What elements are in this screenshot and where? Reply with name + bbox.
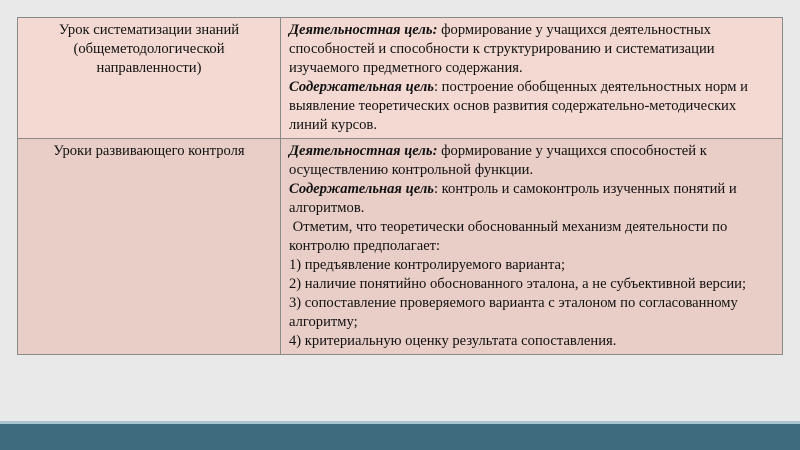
control-item: 2) наличие понятийно обоснованного эталона, а не субъективной версии; xyxy=(289,276,746,292)
control-item: 4) критериальную оценку результата сопоставления. xyxy=(289,333,617,349)
activity-goal-label: Деятельностная цель: xyxy=(289,22,438,38)
activity-goal-label: Деятельностная цель: xyxy=(289,143,438,159)
table-row xyxy=(18,139,783,355)
lesson-type-line: Урок систематизации знаний xyxy=(58,22,240,38)
activity-goal-text: формирование у учащихся деятельностных способностей и способности к структурированию и систематизации изучаемого предметного содержания. xyxy=(289,22,715,76)
lesson-goals-cell xyxy=(281,18,783,139)
lesson-type-line: Уроки развивающего контроля xyxy=(53,143,245,159)
activity-goal xyxy=(289,21,774,78)
lesson-goals-cell xyxy=(281,139,783,355)
content-goal-label: Содержательная цель xyxy=(289,181,434,197)
activity-goal xyxy=(289,142,774,180)
content-goal-text: : построение обобщенных деятельностных норм и выявление теоретических основ развития содержательно-методических линий курсов. xyxy=(289,79,748,133)
lesson-type-cell xyxy=(18,139,281,355)
lesson-type-cell xyxy=(18,18,281,139)
activity-goal-text: формирование у учащихся способностей к осуществлению контрольной функции. xyxy=(289,143,707,178)
content-goal-text: : контроль и самоконтроль изученных понятий и алгоритмов. xyxy=(289,181,737,216)
content-goal xyxy=(289,78,774,135)
table-row xyxy=(18,18,783,139)
lesson-types-table xyxy=(17,17,783,355)
control-item: 3) сопоставление проверяемого варианта с эталоном по согласованному алгоритму; xyxy=(289,295,738,330)
footer-band xyxy=(0,421,800,450)
content-goal xyxy=(289,180,774,218)
lesson-type-line: (общеметодологической xyxy=(73,41,225,57)
content-goal-label: Содержательная цель xyxy=(289,79,434,95)
control-item: 1) предъявление контролируемого варианта; xyxy=(289,257,566,273)
control-note: Отметим, что теоретически обоснованный механизм деятельности по контролю предполагает: xyxy=(289,219,731,254)
lesson-type-line: направленности) xyxy=(96,60,202,76)
